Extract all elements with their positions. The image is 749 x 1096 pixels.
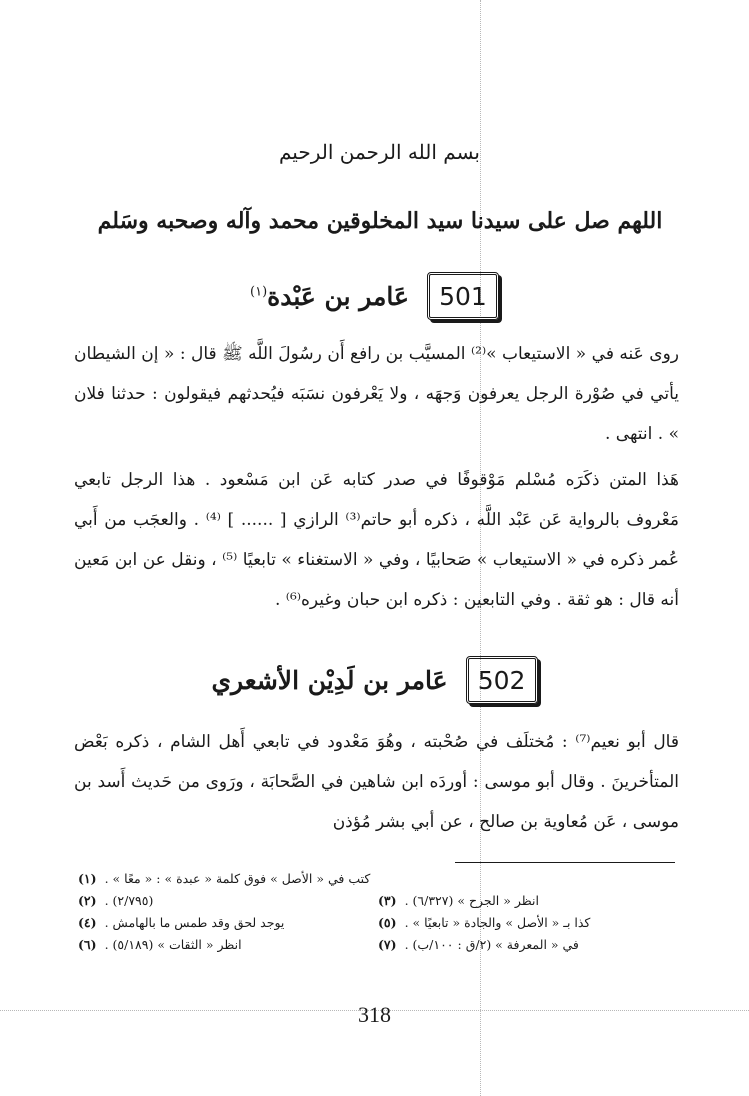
footnote bbox=[378, 890, 678, 912]
page-number: 318 bbox=[358, 1002, 391, 1027]
footnote-rule bbox=[455, 862, 675, 863]
footnote-text: انظر « الثقات » (٥/١٨٩) . bbox=[104, 937, 242, 952]
paragraph: روى عَنه في « الاستيعاب »⁽²⁾ المسيَّب بن رافع أَن رسُولَ اللَّه ﷺ قال : « إن الشيطان يأتي في صُوْرة الرجل يعرفون وَجهَه ، ولا يَعْرفون نسَبَه فيُحدثهم فيقولون : حدثنا فلان » . انتهى . bbox=[74, 344, 680, 444]
footnote-text: كتب في « الأصل » فوق كلمة « عبدة » : « معًا » . bbox=[104, 871, 371, 886]
paragraph: قال أبو نعيم⁽⁷⁾ : مُختلَف في صُحْبته ، وهُوَ مَعْدود في تابعي أَهل الشام ، ذكره بَعْض المتأخرينَ . وقال أبو موسى : أوردَه ابن شاهين في الصَّحابَة ، ورَوى من حَديث أَسد بن موسى ، عَن مُعاوية بن صالح ، عن أبي بشر مُؤذن bbox=[74, 732, 679, 832]
footnote-row bbox=[78, 912, 678, 934]
footnote-row bbox=[78, 890, 678, 912]
footnote-text: يوجد لحق وقد طمس ما بالهامش . bbox=[104, 915, 285, 930]
footnote-text: في « المعرفة » (٢/ق : ١٠٠/ب) . bbox=[404, 937, 579, 952]
footnote-number: (٦) bbox=[78, 937, 97, 952]
footnote bbox=[378, 912, 678, 934]
entry-heading-502 bbox=[0, 652, 749, 708]
footnote bbox=[78, 934, 378, 956]
footnote-text: كذا بـ « الأصل » والجادة « تابعيًا » . bbox=[404, 915, 591, 930]
entry-number-box: 501 bbox=[427, 272, 499, 320]
footnote-number: (٢) bbox=[78, 893, 97, 908]
basmala: بسم الله الرحمن الرحيم bbox=[278, 140, 480, 164]
entry-name-text: عَامر بن عَبْدة bbox=[267, 281, 409, 311]
entry-name bbox=[250, 282, 409, 311]
footnote-number: (٥) bbox=[378, 915, 397, 930]
footnote-number: (٧) bbox=[378, 937, 397, 952]
footnote-number: (١) bbox=[78, 871, 97, 886]
footnote bbox=[78, 890, 378, 912]
footnote-number: (٤) bbox=[78, 915, 97, 930]
footnote-ref: (١) bbox=[250, 284, 268, 300]
footnote bbox=[378, 934, 678, 956]
footnote-row bbox=[78, 934, 678, 956]
entry-name: عَامر بن لَدِيْن الأشعري bbox=[211, 665, 448, 695]
footnote-number: (٣) bbox=[378, 893, 397, 908]
entry-heading-501 bbox=[0, 268, 749, 324]
footnote-row bbox=[78, 868, 678, 890]
paragraph: هَذا المتن ذكَرَه مُسْلم مَوْقوفًا في صدر كتابه عَن ابن مَسْعود . هذا الرجل تابعي مَعْروف بالرواية عَن عَبْد اللَّه ، ذكره أبو حاتم⁽³⁾ الرازي [ ...... ] ⁽⁴⁾ . والعجَب من أَبي عُمر ذكره في « الاستيعاب » صَحابيًا ، وفي « الاستغناء » تابعيًا ⁽⁵⁾ ، ونقل عن ابن مَعين أنه قال : هو ثقة . وفي التابعين : ذكره ابن حبان وغيره⁽⁶⁾ . bbox=[74, 470, 679, 610]
entry-number-box: 502 bbox=[466, 656, 538, 704]
salawat-heading: اللهم صل على سيدنا سيد المخلوقين محمد وآله وصحبه وسَلم bbox=[97, 208, 663, 234]
footnote-text: انظر « الجرح » (٦/٣٢٧) . bbox=[404, 893, 539, 908]
footnotes bbox=[78, 868, 678, 956]
footnote bbox=[78, 868, 678, 890]
footnote-text: (٢/٧٩٥) . bbox=[104, 893, 154, 908]
footnote bbox=[78, 912, 378, 934]
